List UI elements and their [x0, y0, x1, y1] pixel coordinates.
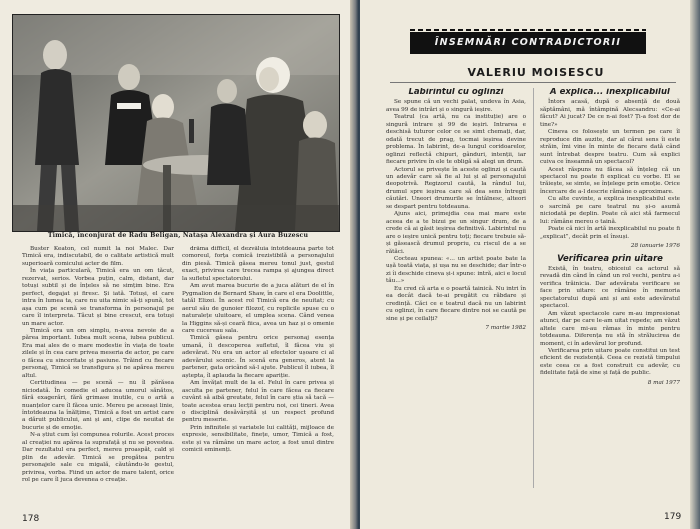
article-date: 8 mai 1977: [647, 379, 680, 386]
paragraph: Se spune că un vechi palat, undeva în Asia, avea 99 de intrări și o singură ieșire.: [386, 99, 526, 113]
paragraph: Cu alte cuvinte, a explica inexplicabilul este o sarcină pe care teatrul nu și-o asumă niciodată pe deplin. Poate că aici stă farmecul lui: rămâne mereu o taină.: [540, 196, 680, 225]
paragraph: Teatrul (ca artă, nu ca instituție) are o singură intrare și 99 de ieșiri. Intrarea e deschisă tuturor celor ce se simt chemați, dar, odată trecut de prag, tocmai ieșirea devine problema. În labirint, de-a lungul coridoarelor, oglinzi reflectă chipuri, gânduri, intenții, iar fiecare privire în ele te obligă să alegi un drum.: [386, 114, 526, 166]
left-column-2: [182, 246, 334, 508]
paragraph: Verificarea prin uitare poate constitui un test eficient de rezistență. Ceea ce rezistă timpului este ceea ce a fost construit cu adevăr, cu fidelitate față de sine și față de public.: [540, 347, 680, 377]
divider: [390, 82, 676, 83]
page-number-left: 178: [22, 514, 40, 524]
photo-illustration: [13, 15, 339, 231]
paragraph: Certitudinea — pe scenă — nu îl părăsea niciodată. În comedie el aducea umorul sănătos, fără exagerări, fără grimase inutile, cu o artă a nuanțelor care îl făcea unic. Mereu pe aceeași linie, întotdeauna la înălțime, Timică a fost un artist care a dăruit publicului, ani și ani, clipe de neuitat de bucurie și de emoție.: [22, 380, 174, 431]
paragraph: Eu cred că arta e o poartă tainică. Nu intri în ea decât dacă te-ai pregătit cu răbdare și credință. Căci ce e teatrul dacă nu un labirint cu oglinzi, în care fiecare dintre noi se caută pe sine și pe ceilalți?: [386, 285, 526, 322]
paragraph: Timică găsea pentru orice personaj esența umană, îi descoperea sufletul, îl făcea viu și adevărat. Nu era un actor al efectelor ușoare ci al adevărului scenic. În scenă era generos, atent la partener, gata oricând să-l ajute. Publicul îl iubea, îl aștepta, îl aplauda la fiecare apariție.: [182, 335, 334, 379]
paragraph: Timică era un om simplu, n-avea nevoie de a părea important. Iubea mult scena, iubea publicul. Era mai ales de o mare modestie în viața de toate zilele și în cea care privea meseria de actor, pe care o făcea cu sinceritate și pasiune. Trăind cu fiecare personaj, Timică se transfigura și ne apărea mereu altul.: [22, 327, 174, 379]
banner-decoration: [410, 29, 646, 31]
page-edge: [690, 0, 700, 529]
photo-caption: Timică, înconjurat de Radu Beligan, Natașa Alexandra și Aura Buzescu: [47, 232, 309, 239]
article-date: 28 ianuarie 1976: [630, 243, 680, 250]
paragraph: Actorul se privește în aceste oglinzi și caută un adevăr care să fie al lui și al personajului deopotrivă. Regizorul caută, la rândul lui, drumul spre ieșirea care să dea sens întregii căutări. Uneori drumurile se întâlnesc, alteori se despart pentru totdeauna.: [386, 166, 526, 210]
section-banner: ÎNSEMNĂRI CONTRADICTORII: [410, 32, 646, 54]
column-divider: [533, 88, 534, 488]
author-name: VALERIU MOISESCU: [467, 66, 605, 79]
paragraph: Am avut marea bucurie de a juca alături de el în Pygmalion de Bernard Shaw, în care el era Doolittle, tatăl Elizei. În acest rol Timică era de neuitat; cu aerul său de gunoier filozof, cu replicile spuse cu o naturalețe uluitoare, el umplea scena. Când venea la Higgins să-și ceară fiica, avea un haz și o omenie care cucereau sala.: [182, 283, 334, 334]
paragraph: Prin infinitele și variatele lui calități, mijloace de expresie, sensibilitate, finețe, umor, Timică a fost, este și va rămâne un mare actor, a fost unul dintre comicii eminenți.: [182, 424, 334, 454]
paragraph: Există, în teatru, obiceiul ca actorul să revadă din când în când un rol vechi, pentru a-i verifica trăinicia. Dar adevărata verificare se face prin uitare: ce rămâne în memoria spectatorului după ani și ani este adevăratul spectacol.: [540, 265, 680, 310]
page-number-right: 179: [664, 512, 682, 522]
paragraph: Buster Keaton, cel numit la noi Malec. Dar Timică era, indiscutabil, de o calitate artistică mult superioară comicului acter de film.: [22, 246, 174, 267]
paragraph: Ajuns aici, primejdia cea mai mare este aceea de a te bizui pe un singur drum, de a crede că ai găsit ieșirea definitivă. Labirintul nu are o ieșire unică pentru toți; fiecare trebuie să-și găsească drumul propriu, cu riscul de a se rătăci.: [386, 211, 526, 255]
paragraph: Cineva ce folosește un termen pe care îl reproduce din auzite, dar al cărui sens îi este străin, îmi vine în minte de fiecare dată când sunt întrebat despre teatru. Cum să explici cuiva ce înseamnă un spectacol?: [540, 129, 680, 166]
paragraph: drăma difficil, el dezvăluia întotdeauna parte tot comoreul, forța comică irezistibilă a personajului din piesă. Timică găsea mereu tonul just, gestul exact, privirea care trecea rampa și ajungea direct la sufletul spectatorului.: [182, 246, 334, 282]
paragraph: Acest răspuns nu făcea să înțeleg că un spectacol nu poate fi explicat cu vorbe. El se trăiește, se simte, se înțelege prin emoție. Orice încercare de a-l descrie rămâne o aproximare.: [540, 166, 680, 195]
paragraph: Poate că nici în artă inexplicabilul nu poate fi „explicat”, decât prin el însuși.: [540, 226, 680, 240]
paragraph: N-a știut cum își compunea rolurile. Acest proces al creației nu apărea la suprafață și nu se povestea. Dar rezultatul era perfect, mereu proaspăt, cald și plin de adevăr. Timică se pregătea pentru personajele sale cu migală, căutându-le gestul, privirea, vorba. Fiind un actor de mare talent, orice rol pe care îl juca devenea o creație.: [22, 432, 174, 484]
paragraph: În viața particulară, Timică era un om tăcut, rezervat, serios. Vorbea puțin, calm, distant, dar totuși subtil și de înțeles să ne simțim bine. Era perfect, degajat și firesc. Și iată. Totuși, el care intra în lumea ta, care nu uita nimic să-ți spună, tot așa cum pe scenă se transforma în personajul pe care îl interpreta. Tăcut și bine crescut, era totuși un mare actor.: [22, 268, 174, 327]
left-column-1: [22, 246, 174, 508]
article-title: Labirintul cu oglinzi: [408, 88, 504, 97]
paragraph: Cocteau spunea: «... un artist poate bate la ușă toată viața, și ușa nu se deschide; dar într-o zi îi deschide cineva și-i spune: intră, aici e locul tău...»: [386, 255, 526, 285]
right-column-1: [386, 88, 526, 508]
article-date: 7 martie 1982: [485, 325, 526, 332]
theatre-scene-photo: [12, 14, 340, 232]
paragraph: Am învățat mult de la el. Felul în care privea și asculta pe partener, felul în care făcea ca fiecare cuvânt să aibă greutate, felul în care știa să tacă — toate acestea erau lecții pentru noi, cei tineri. Avea o disciplină desăvârșită și un respect profund pentru meserie.: [182, 380, 334, 424]
article-title: Verificarea prin uitare: [557, 253, 663, 264]
paragraph: Întors acasă, după o absență de două săptămâni, mă întâmpină Alecsandru: «Ce-ai făcut? Ai jucat? De ce n-ai fost? Ți-a fost dor de tine?»: [540, 99, 680, 128]
article-title: A explica... inexplicabilul: [550, 88, 670, 97]
paragraph: Am văzut spectacole care m-au impresionat atunci, dar pe care le-am uitat repede; am văzut altele care mi-au rămas în minte pentru totdeauna. Diferența nu stă în strălucirea de moment, ci în adevărul lor profund.: [540, 310, 680, 347]
right-column-2: [540, 88, 680, 508]
